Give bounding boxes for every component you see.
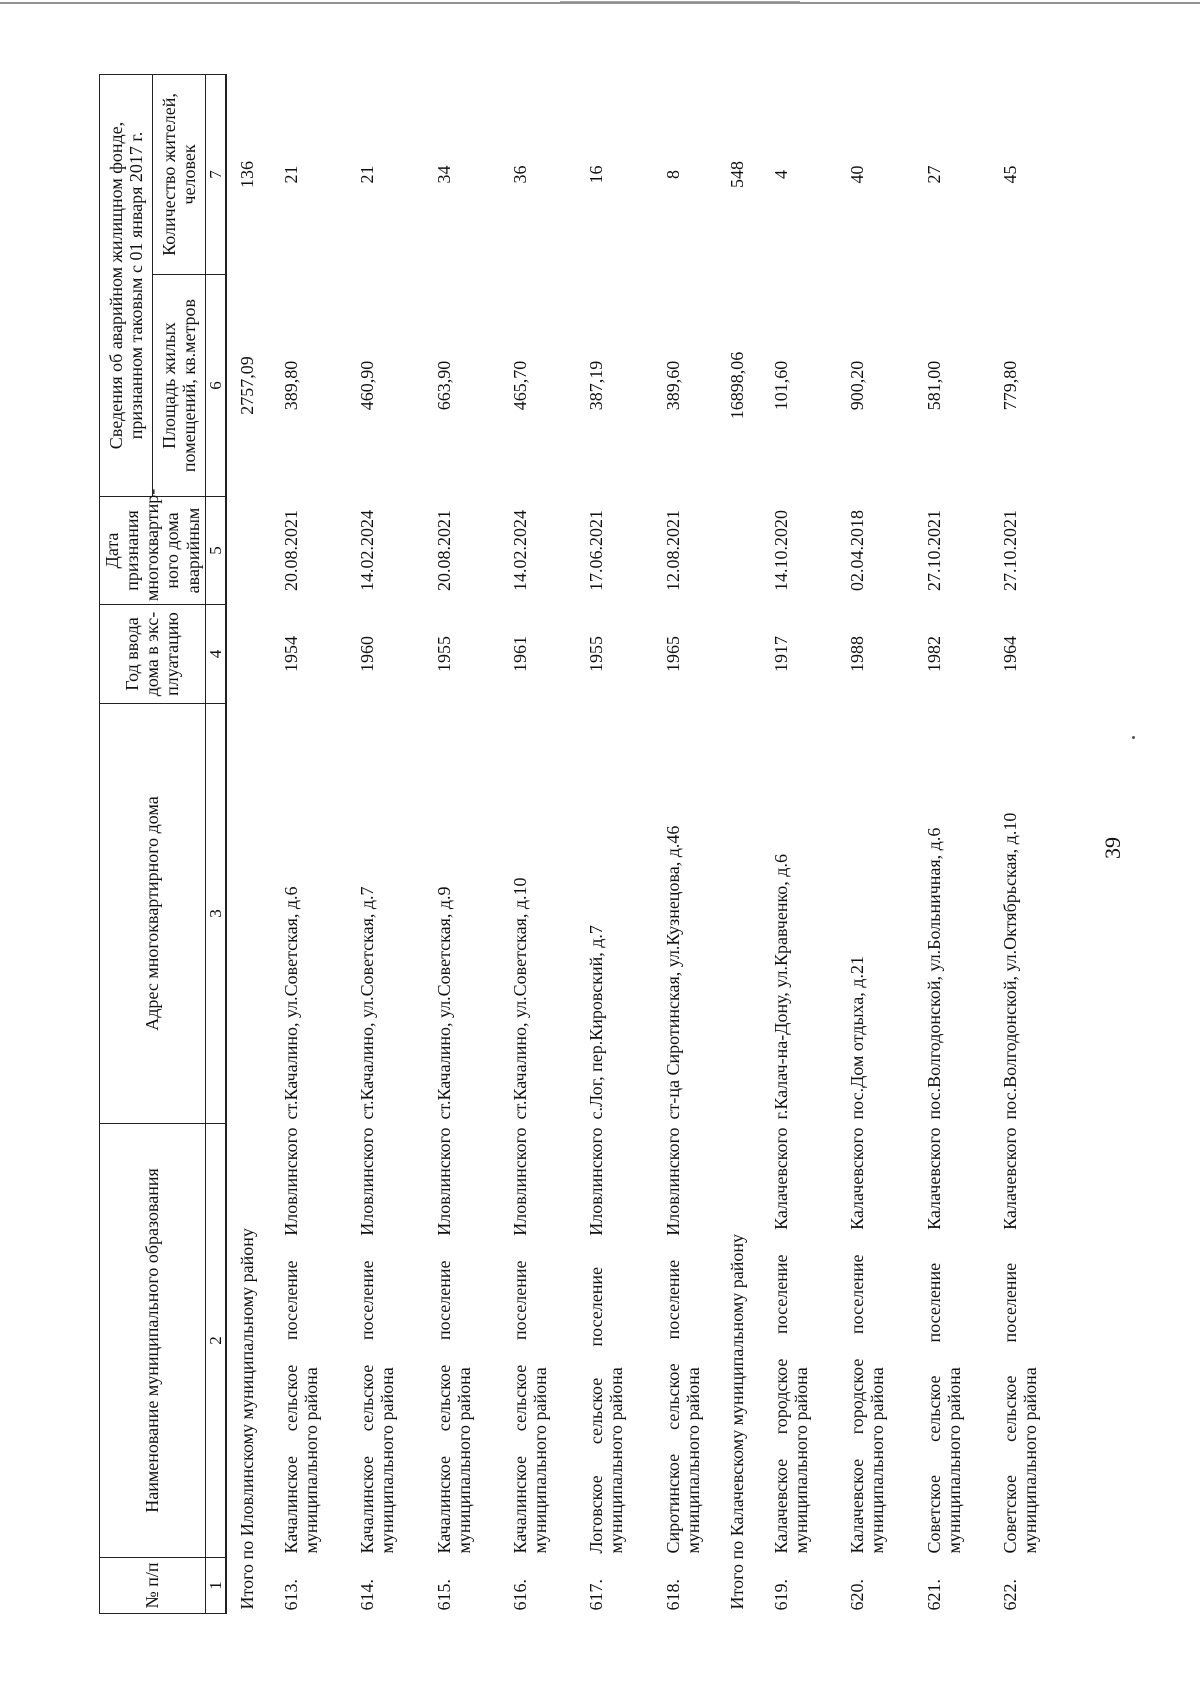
municipality-name: Качалинское сельское поселение Иловлинского муниципального района — [509, 1127, 551, 1554]
column-index: 2 — [205, 1124, 226, 1558]
residents-count: 21 — [280, 165, 301, 184]
year-built: 1955 — [586, 636, 607, 672]
emergency-date: 14.02.2024 — [509, 510, 530, 591]
district-total-row — [226, 75, 259, 1614]
column-index: 1 — [205, 1558, 226, 1614]
table-row — [902, 75, 978, 1614]
residents-count: 8 — [662, 170, 683, 179]
municipality-name: Калачевское городское поселение Калачевского муниципального района — [771, 1127, 812, 1554]
row-number: 621. — [923, 1579, 944, 1611]
header-municipality: Наименование муниципального образования — [100, 1124, 206, 1558]
row-number: 617. — [586, 1579, 607, 1611]
house-address: ст.Качалино, ул.Советская, д.7 — [357, 886, 378, 1120]
row-number: 615. — [433, 1579, 454, 1611]
column-index-row — [205, 75, 226, 1614]
table-row — [259, 75, 335, 1614]
table-body — [226, 75, 1054, 1614]
living-area: 779,80 — [999, 360, 1020, 411]
house-address: с.Лог, пер.Кировский, д.7 — [586, 925, 607, 1120]
table-row — [335, 75, 411, 1614]
residents-count: 21 — [357, 165, 378, 184]
total-label: Итого по Калачевскому муниципальному району — [726, 1234, 747, 1610]
residents-count: 27 — [923, 165, 944, 184]
living-area: 389,80 — [280, 360, 301, 411]
living-area: 460,90 — [357, 360, 378, 411]
scan-speck — [1132, 736, 1135, 739]
total-area: 16898,06 — [726, 351, 747, 420]
emergency-date: 20.08.2021 — [433, 510, 454, 591]
emergency-date: 02.04.2018 — [847, 510, 868, 591]
year-built: 1960 — [357, 636, 378, 672]
header-year: Год ввода дома в экс-плуатацию — [100, 605, 206, 704]
residents-count: 4 — [771, 170, 791, 179]
row-number: 618. — [662, 1579, 683, 1611]
living-area: 389,60 — [662, 360, 683, 411]
table-row — [412, 75, 488, 1614]
year-built: 1988 — [847, 636, 868, 672]
year-built: 1961 — [509, 636, 530, 672]
emergency-date: 27.10.2021 — [923, 510, 944, 591]
residents-count: 36 — [509, 165, 530, 184]
municipality-name: Качалинское сельское поселение Иловлинского муниципального района — [433, 1127, 474, 1554]
house-address: ст.Качалино, ул.Советская, д.9 — [433, 886, 454, 1120]
emergency-date: 20.08.2021 — [280, 510, 301, 591]
residents-count: 40 — [847, 165, 868, 184]
emergency-date: 12.08.2021 — [662, 510, 683, 591]
house-address: ст.Качалино, ул.Советская, д.10 — [509, 877, 530, 1120]
district-total-row — [717, 75, 749, 1614]
living-area: 387,19 — [586, 360, 607, 411]
table-row — [978, 75, 1054, 1614]
living-area: 465,70 — [509, 360, 530, 411]
municipality-name: Советское сельское поселение Калачевского муниципального района — [923, 1127, 964, 1554]
living-area: 581,00 — [923, 360, 944, 411]
municipality-name: Качалинское сельское поселение Иловлинского муниципального района — [357, 1127, 398, 1554]
total-area: 2757,09 — [236, 356, 257, 415]
year-built: 1964 — [999, 636, 1020, 672]
column-index: 3 — [205, 704, 226, 1124]
total-people: 136 — [236, 161, 257, 188]
row-number: 616. — [509, 1579, 530, 1611]
living-area: 663,90 — [433, 360, 454, 411]
year-built: 1982 — [923, 636, 944, 672]
municipality-name: Калачевское городское поселение Калачевского муниципального района — [847, 1127, 888, 1554]
emergency-date: 14.02.2024 — [357, 510, 378, 591]
emergency-date: 17.06.2021 — [586, 510, 607, 591]
table-row — [825, 75, 901, 1614]
table-row — [488, 75, 564, 1614]
table-row — [564, 75, 640, 1614]
emergency-date: 14.10.2020 — [771, 510, 791, 591]
header-housing-info: Сведения об аварийном жилищном фонде, признанном таковым с 01 января 2017 г. — [100, 75, 153, 497]
emergency-housing-table — [99, 74, 1054, 1614]
living-area: 900,20 — [847, 360, 868, 411]
row-number: 614. — [357, 1579, 378, 1611]
table-row — [749, 75, 825, 1614]
house-address: пос.Волгодонской, ул.Октябрьская, д.10 — [999, 812, 1020, 1120]
row-number: 620. — [847, 1579, 868, 1611]
municipality-name: Качалинское сельское поселение Иловлинского муниципального района — [280, 1127, 322, 1554]
column-index: 5 — [205, 497, 226, 605]
house-address: пос.Дом отдыха, д.21 — [847, 956, 868, 1120]
table-row — [641, 75, 717, 1614]
municipality-name: Советское сельское поселение Калачевского муниципального района — [999, 1127, 1041, 1554]
table-header — [100, 75, 226, 1614]
page-number: 39 — [1100, 837, 1125, 859]
municipality-name: Сиротинское сельское поселение Иловлинского муниципального района — [662, 1127, 703, 1554]
row-number: 613. — [280, 1579, 301, 1611]
column-index: 4 — [205, 605, 226, 704]
house-address: пос.Волгодонской, ул.Больничная, д.6 — [923, 827, 944, 1120]
year-built: 1917 — [771, 636, 791, 672]
house-address: г.Калач-на-Дону, ул.Кравченко, д.6 — [771, 854, 791, 1120]
residents-count: 34 — [433, 165, 454, 184]
row-number: 619. — [771, 1579, 791, 1611]
year-built: 1954 — [280, 636, 301, 672]
residents-count: 16 — [586, 165, 607, 184]
year-built: 1965 — [662, 636, 683, 672]
header-num: № п/п — [100, 1558, 206, 1614]
total-label: Итого по Иловлинскому муниципальному району — [236, 1228, 257, 1610]
header-people: Количество жителей, человек — [152, 75, 205, 275]
total-people: 548 — [726, 161, 747, 188]
header-area: Площадь жилых помещений, кв.метров — [152, 275, 205, 497]
house-address: ст-ца Сиротинская, ул.Кузнецова, д.46 — [662, 825, 683, 1120]
column-index: 7 — [205, 75, 226, 275]
header-date: Дата признания многоквартир-ного дома аварийным — [100, 497, 206, 605]
header-address: Адрес многоквартирного дома — [100, 704, 206, 1124]
row-number: 622. — [999, 1579, 1020, 1611]
emergency-date: 27.10.2021 — [999, 510, 1020, 591]
column-index: 6 — [205, 275, 226, 497]
house-address: ст.Качалино, ул.Советская, д.6 — [280, 886, 301, 1120]
year-built: 1955 — [433, 636, 454, 672]
residents-count: 45 — [999, 165, 1020, 184]
living-area: 101,60 — [771, 360, 791, 411]
municipality-name: Логовское сельское поселение Иловлинского муниципального района — [586, 1127, 627, 1554]
